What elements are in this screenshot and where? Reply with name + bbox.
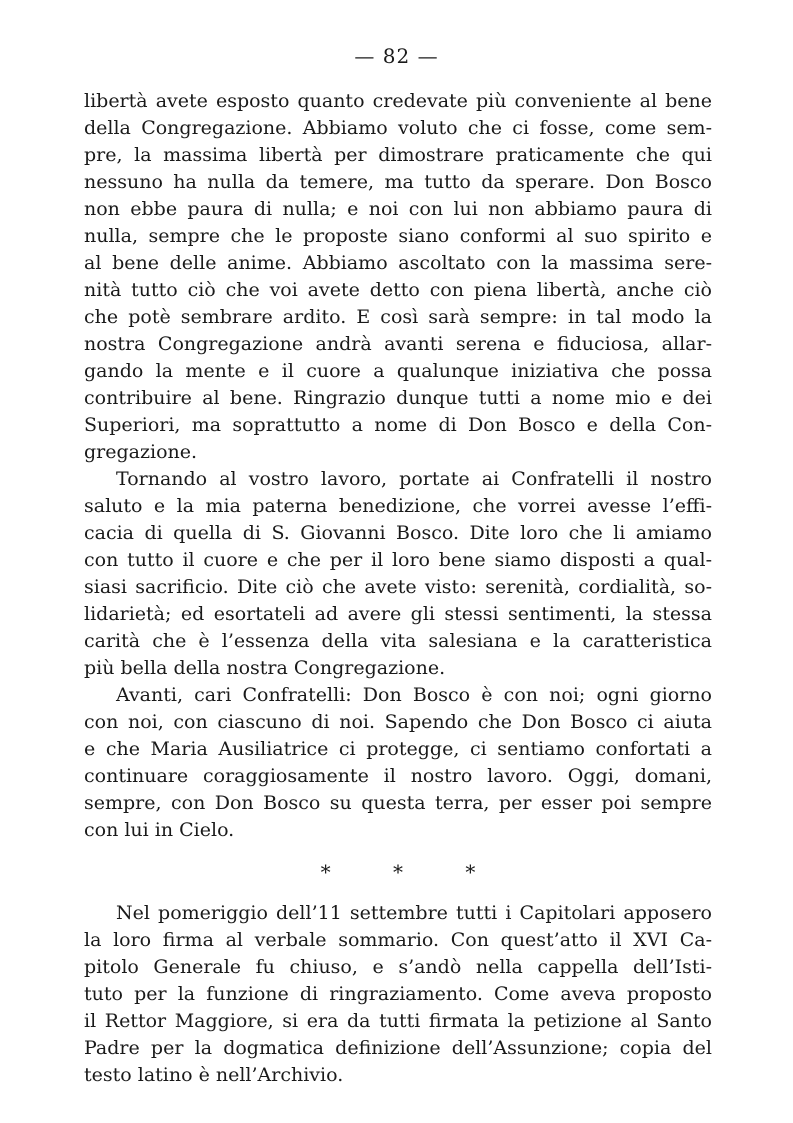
text-line: Padre per la dogmatica definizione dell’Assunzione; copia del — [84, 1037, 712, 1059]
text-line: della Congregazione. Abbiamo voluto che ci fosse, come sem- — [84, 117, 712, 139]
text-line: con tutto il cuore e che per il loro bene siamo disposti a qual- — [84, 549, 712, 571]
text-line: siasi sacrificio. Dite ciò che avete visto: serenità, cordialità, so- — [84, 576, 712, 598]
text-line: al bene delle anime. Abbiamo ascoltato con la massima sere- — [84, 252, 712, 274]
text-line: pre, la massima libertà per dimostrare praticamente che qui — [84, 144, 712, 166]
section-separator: * * * — [320, 860, 504, 884]
text-line: che potè sembrare ardito. E così sarà sempre: in tal modo la — [84, 306, 712, 328]
text-line: gregazione. — [84, 441, 198, 463]
text-line: nità tutto ciò che voi avete detto con piena libertà, anche ciò — [84, 279, 712, 301]
text-line: pitolo Generale fu chiuso, e s’andò nella cappella dell’Isti- — [84, 956, 712, 978]
text-line: nessuno ha nulla da temere, ma tutto da sperare. Don Bosco — [84, 171, 712, 193]
body-text — [84, 88, 712, 1089]
text-line: la loro firma al verbale sommario. Con quest’atto il XVI Ca- — [84, 929, 712, 951]
text-line: Tornando al vostro lavoro, portate ai Confratelli il nostro — [116, 468, 712, 490]
text-line: tuto per la funzione di ringraziamento. Come aveva proposto — [84, 983, 712, 1005]
paragraph-3 — [84, 682, 712, 844]
text-line: sempre, con Don Bosco su questa terra, per esser poi sempre — [84, 792, 712, 814]
text-line: Superiori, ma soprattutto a nome di Don Bosco e della Con- — [84, 414, 712, 436]
paragraph-1 — [84, 88, 712, 466]
text-line: lidarietà; ed esortateli ad avere gli stessi sentimenti, la stessa — [84, 603, 712, 625]
text-line: non ebbe paura di nulla; e noi con lui non abbiamo paura di — [84, 198, 712, 220]
text-line: testo latino è nell’Archivio. — [84, 1064, 344, 1086]
text-line: gando la mente e il cuore a qualunque iniziativa che possa — [84, 360, 712, 382]
text-line: e che Maria Ausiliatrice ci protegge, ci sentiamo confortati a — [84, 738, 712, 760]
text-line: Nel pomeriggio dell’11 settembre tutti i Capitolari apposero — [116, 902, 712, 924]
text-line: con noi, con ciascuno di noi. Sapendo che Don Bosco ci aiuta — [84, 711, 712, 733]
text-line: contribuire al bene. Ringrazio dunque tutti a nome mio e dei — [84, 387, 712, 409]
text-line: nulla, sempre che le proposte siano conformi al suo spirito e — [84, 225, 712, 247]
paragraph-2 — [84, 466, 712, 682]
page-number: — 82 — — [354, 44, 439, 68]
text-line: carità che è l’essenza della vita salesiana e la caratteristica — [84, 630, 712, 652]
text-line: Avanti, cari Confratelli: Don Bosco è con noi; ogni giorno — [116, 684, 712, 706]
text-line: nostra Congregazione andrà avanti serena e fiduciosa, allar- — [84, 333, 712, 355]
text-line: più bella della nostra Congregazione. — [84, 657, 446, 679]
text-line: continuare coraggiosamente il nostro lavoro. Oggi, domani, — [84, 765, 712, 787]
text-line: con lui in Cielo. — [84, 819, 235, 841]
text-line: saluto e la mia paterna benedizione, che vorrei avesse l’effi- — [84, 495, 712, 517]
paragraph-4 — [84, 900, 712, 1089]
text-line: cacia di quella di S. Giovanni Bosco. Dite loro che li amiamo — [84, 522, 712, 544]
text-line: libertà avete esposto quanto credevate più conveniente al bene — [84, 90, 712, 112]
text-line: il Rettor Maggiore, si era da tutti firmata la petizione al Santo — [84, 1010, 712, 1032]
